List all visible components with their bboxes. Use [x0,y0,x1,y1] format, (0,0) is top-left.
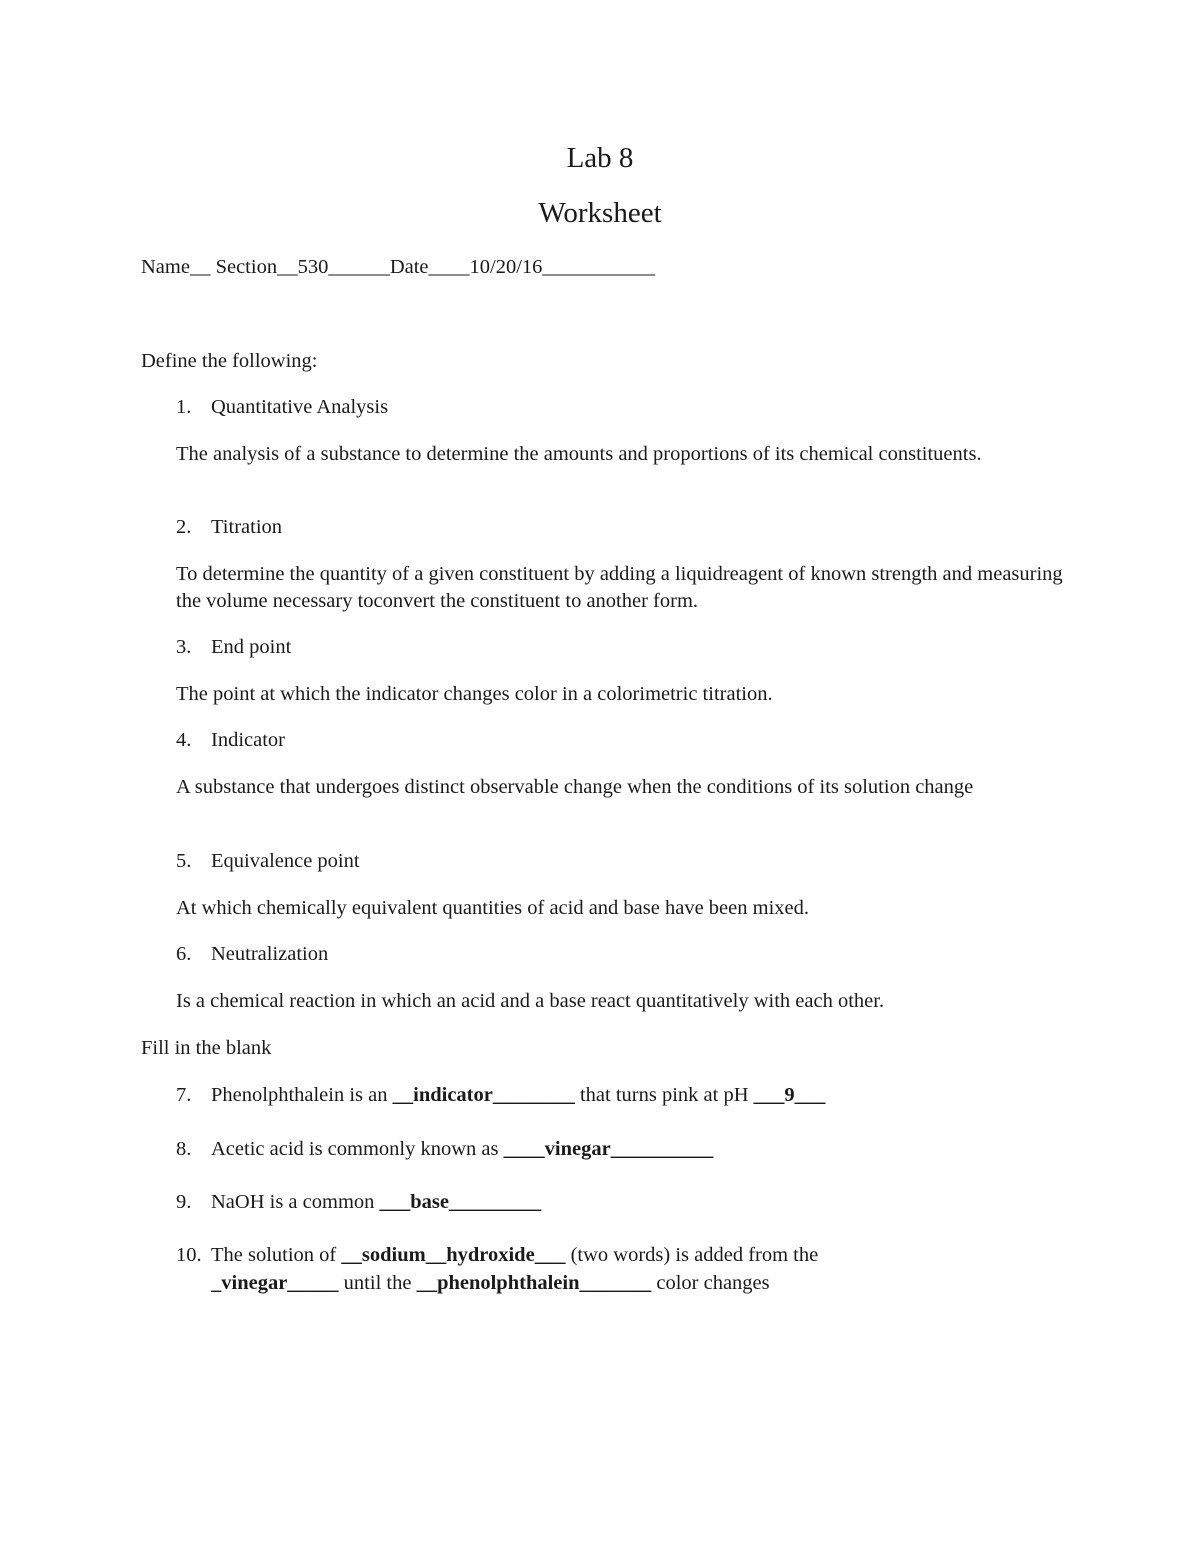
definition-term: Titration [211,516,283,538]
definition-number: 4. [176,729,192,751]
definition-number: 1. [176,396,192,418]
definition-text: The analysis of a substance to determine the amounts and proportions of its chemical constituents. [176,443,982,465]
definition-term: Equivalence point [211,850,360,872]
answer-blank: _vinegar_____ [211,1272,339,1294]
question-text: color changes [651,1272,770,1294]
question-10-line-1 [211,1242,818,1269]
question-number: 7. [176,1084,192,1106]
answer-blank: __phenolphthalein_______ [416,1272,652,1294]
question-text: The solution of [211,1244,342,1266]
definition-term: End point [211,636,292,658]
question-7 [211,1082,825,1109]
question-number: 8. [176,1138,192,1160]
definition-text: To determine the quantity of a given constituent by adding a liquidreagent of known strength and measuring the volume necessary toconvert the constituent to another form. [176,563,1063,612]
question-text: until the [338,1272,417,1294]
definition-text: The point at which the indicator changes color in a colorimetric titration. [176,683,773,705]
definition-term: Indicator [211,729,285,751]
fill-heading: Fill in the blank [141,1037,272,1059]
definition-text: A substance that undergoes distinct observable change when the conditions of its solution change [176,776,974,798]
page-subtitle: Worksheet [538,197,662,229]
definition-number: 6. [176,943,192,965]
definition-term: Neutralization [211,943,329,965]
question-text: that turns pink at pH [574,1084,754,1106]
answer-blank: ____vinegar__________ [503,1138,714,1160]
question-number: 9. [176,1191,192,1213]
definition-term: Quantitative Analysis [211,396,389,418]
answer-blank: ___9___ [753,1084,826,1106]
question-9 [211,1189,541,1216]
question-10-line-2 [211,1270,770,1297]
definition-number: 2. [176,516,192,538]
info-line: Name__ Section__530______Date____10/20/16___________ [141,256,656,278]
answer-blank: __sodium__hydroxide___ [341,1244,566,1266]
definition-number: 3. [176,636,192,658]
question-text: NaOH is a common [211,1191,380,1213]
define-heading: Define the following: [141,350,318,372]
question-text: (two words) is added from the [565,1244,819,1266]
question-text: Acetic acid is commonly known as [211,1138,504,1160]
definition-number: 5. [176,850,192,872]
question-text: Phenolphthalein is an [211,1084,393,1106]
definition-text: Is a chemical reaction in which an acid and a base react quantitatively with each other. [176,990,885,1012]
answer-blank: ___base_________ [379,1191,542,1213]
definition-text: At which chemically equivalent quantities of acid and base have been mixed. [176,897,809,919]
question-number: 10. [176,1244,202,1266]
answer-blank: __indicator________ [392,1084,575,1106]
page-title: Lab 8 [566,142,634,174]
question-8 [211,1136,713,1163]
